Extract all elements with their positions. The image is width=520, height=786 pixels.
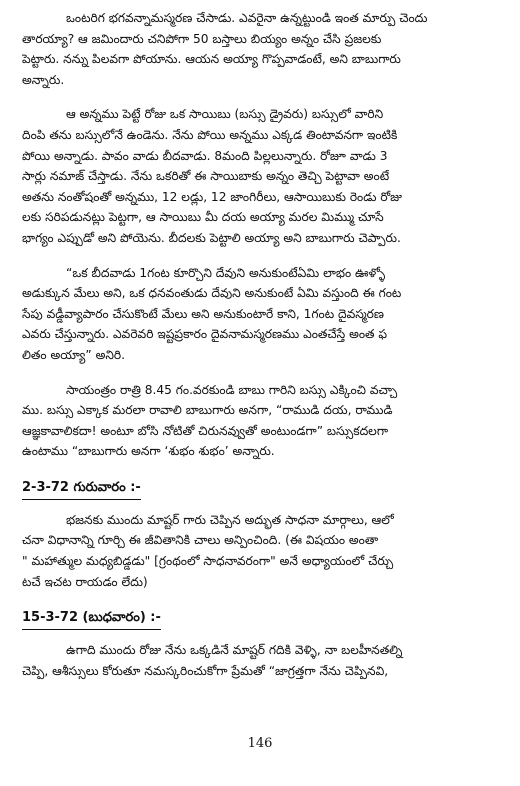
text-line: టచే ఇచట రాయడం లేదు) [22,574,148,589]
paragraph [22,263,508,366]
text-line: ఉగాది ముందు రోజు నేను ఒక్కడినే మాష్టర్ గదికి వెళ్ళి, నా బలహీనతల్ని [66,643,403,658]
text-line: ము. బస్సు ఎక్కాక మరలా రావాలి బాబుగారు అనగా, “రాముడి దయ, రాముడి [22,403,393,418]
paragraph [22,510,508,592]
text-line: అన్నారు. [22,72,65,87]
text-line: పెట్టారు. నన్ను పిలవగా పోయాను. ఆయన అయ్యా గొప్పవాడంటే, అని బాబుగారు [22,52,401,67]
text-line: దింపి తను బస్సులోనే ఉండెను. నేను పోయి అన్నము ఎక్కడ తింటావనగా ఇంటికి [22,127,398,142]
page-number: 146 [247,736,273,751]
text-line: భజనకు ముందు మాష్టర్ గారు చెప్పిన అద్భుత సాధనా మార్గాలు, ఆలో [66,512,394,527]
text-line: “ఒక బీదవాడు 1గంట కూర్చొని దేవుని అనుకుంటేఏమి లాభం ఊళ్ళో [66,265,386,280]
text-line: లకు సరిపడునట్లు పెట్టగా, ఆ సాయిబు మీ దయ అయ్యా మరల మిమ్ము చూసే [22,210,384,225]
text-line: ఆ అన్నము పెట్టే రోజు ఒక సాయిబు (బస్సు డ్రైవరు) బస్సులో వారిని [66,107,384,122]
text-line: ఆజ్ఞకావాలికదా! అంటూ బోసి నోటితో చిరునవ్వుతో అంటుండగా” బస్సుకదలగా [22,423,389,438]
text-line: చనా విధానాన్ని గూర్చి ఈ జీవితానికి చాలు అన్పించింది. (ఈ విషయం అంతా [22,533,379,548]
date-heading: 15-3-72 (బుధవారం) :- [22,608,161,630]
text-line: భాగ్యం ఎప్పుడో అని పోయెను. బీదలకు పెట్టాలి అయ్యా అని బాబుగారు చెప్పారు. [22,230,401,245]
page-body [22,8,508,681]
text-line: ఉంటాము “బాబుగారు అనగా ‘శుభం శుభం’ అన్నారు. [22,444,275,459]
paragraph [22,104,508,248]
date-heading-wrap [22,476,508,500]
text-line: తారయ్యా? ఆ జమిందారు చనిపోగా 50 బస్తాలు బియ్యం అన్నం చేసి ప్రజలకు [22,31,382,46]
text-line: పోయి అన్నాడు. పావం వాడు బీదవాడు. 8మంది పిల్లలున్నారు. రోజూ వాడు 3 [22,148,388,163]
text-line: అడుక్కున మేలు అని, ఒక ధనవంతుడు దేవుని అనుకుంటే ఏమి వస్తుంది ఈ గంట [22,286,402,301]
text-line: ఎవరు చేస్తున్నారు. ఎవరెవరి ఇష్టప్రకారం దైవనామస్మరణము ఎంతచేస్తే అంత ఫ [22,327,388,342]
text-line: సేపు వడ్డీవ్యాపారం చేసుకొంటే మేలు అని అనుకుంటారే కాని, 1గంట దైవస్మరణ [22,306,384,321]
text-line: సార్లు నమాజ్ చేస్తాడు. నేను ఒకరితో ఈ సాయిబాకు అన్నం తెచ్చి పెట్టావా అంటే [22,169,390,184]
text-line: సాయంత్రం రాత్రి 8.45 గం.వరకుండి బాబు గారిని బస్సు ఎక్కించి వచ్చా [66,382,398,397]
paragraph [22,380,508,462]
date-heading-wrap [22,606,508,630]
date-heading: 2-3-72 గురువారం :- [22,478,141,500]
text-line: లితం అయ్యా” అనిరి. [22,347,125,362]
paragraph [22,8,508,90]
text-line: ఒంటరిగ భగవన్నామస్మరణ చేసాడు. ఎవరైనా ఉన్నట్టుండి ఇంత మార్పు చెందు [66,11,428,25]
paragraph [22,640,508,681]
text-line: చెప్పి, ఆశీస్సులు కోరుతూ నమస్కరించుకోగా ప్రేమతో “జాగ్రత్తగా నేను చెప్పినవి, [22,663,389,678]
text-line: అతను నంతోషంతో అన్నము, 12 లడ్లు, 12 జాంగిరీలు, ఆసాయిబుకు రెండు రోజు [22,189,402,204]
text-line: " మహాత్ముల మధ్యబిడ్డడు" [గ్రంథంలో సాధనావరంగా" అనే అధ్యాయంలో చేర్చు [22,554,394,569]
